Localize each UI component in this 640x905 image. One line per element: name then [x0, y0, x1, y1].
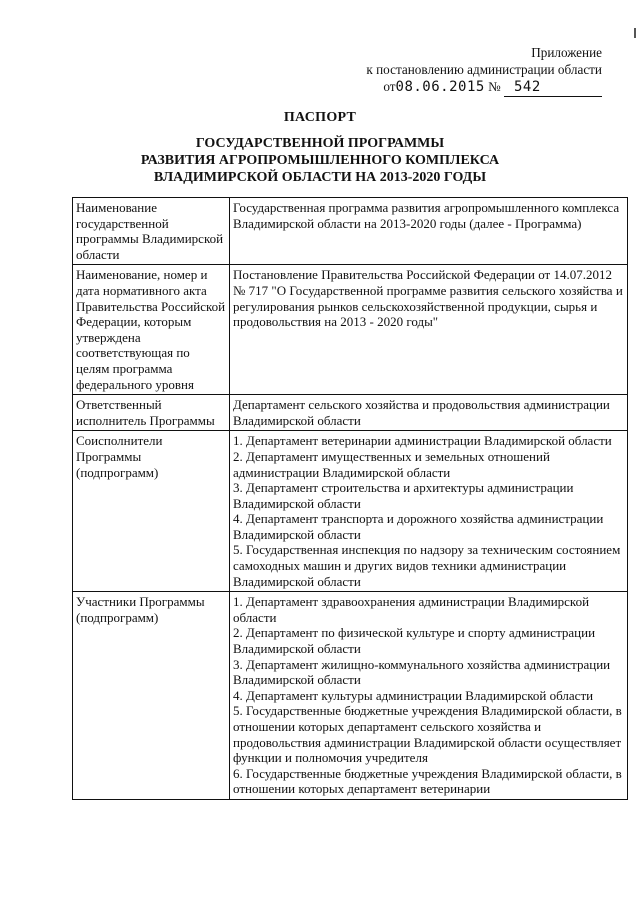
row-label: Наименование государственной программы Владимирской области — [73, 198, 230, 265]
ref-no-label: № — [488, 79, 501, 94]
heading-line-2: РАЗВИТИЯ АГРОПРОМЫШЛЕННОГО КОМПЛЕКСА — [140, 153, 500, 168]
decree-reference — [366, 78, 602, 97]
table-row — [73, 265, 628, 395]
content-paragraph: 4. Департамент культуры администрации Владимирской области — [233, 687, 594, 703]
heading-line-3: ВЛАДИМИРСКОЙ ОБЛАСТИ НА 2013-2020 ГОДЫ — [153, 170, 487, 185]
content-paragraph: Департамент сельского хозяйства и продовольствия администрации Владимирской области — [233, 397, 610, 428]
appendix-block — [366, 44, 602, 97]
row-content — [230, 265, 628, 395]
row-label: Участники Программы (подпрограмм) — [73, 592, 230, 800]
appendix-to: к постановлению администрации области — [366, 62, 602, 77]
content-paragraph: 3. Департамент жилищно-коммунального хозяйства администрации Владимирской области — [233, 656, 611, 688]
passport-table — [72, 197, 628, 800]
ref-number: 542 — [504, 79, 602, 97]
program-heading — [0, 135, 640, 186]
scan-edge-mark — [634, 28, 636, 38]
row-label: Ответственный исполнитель Программы — [73, 395, 230, 431]
table-row — [73, 431, 628, 592]
content-paragraph: 4. Департамент транспорта и дорожного хозяйства администрации Владимирской области — [233, 511, 604, 542]
table-row — [73, 395, 628, 431]
heading-line-1: ГОСУДАРСТВЕННОЙ ПРОГРАММЫ — [195, 136, 445, 151]
appendix-title: Приложение — [531, 45, 602, 60]
row-label: Соисполнители Программы (подпрограмм) — [73, 431, 230, 592]
passport-title: ПАСПОРТ — [283, 110, 357, 125]
content-paragraph: Постановление Правительства Российской Федерации от 14.07.2012 № 717 "О Государственной программе развития сельского хозяйства и регулирования рынков сельскохозяйственной продукции, сырья и продовольствия на 2013 - 2020 годы" — [233, 267, 623, 330]
content-paragraph: 2. Департамент по физической культуре и спорту администрации Владимирской области — [233, 625, 596, 657]
content-paragraph: 5. Государственные бюджетные учреждения Владимирской области, в отношении которых департамент сельского хозяйства и продовольствия администрации Владимирской области осуществляет функции и полномочия учредителя — [233, 703, 622, 766]
table-row — [73, 592, 628, 800]
content-paragraph: 2. Департамент имущественных и земельных отношений администрации Владимирской области — [233, 448, 550, 480]
content-paragraph: 6. Государственные бюджетные учреждения Владимирской области, в отношении которых департамент ветеринарии — [233, 765, 622, 797]
ref-prefix: от — [383, 79, 396, 94]
content-paragraph: 3. Департамент строительства и архитектуры администрации Владимирской области — [233, 480, 574, 511]
ref-date: 08.06.2015 — [395, 79, 485, 95]
content-paragraph: 5. Государственная инспекция по надзору за техническим состоянием самоходных машин и других видов техники администрации Владимирской области — [233, 542, 621, 589]
content-paragraph: 1. Департамент ветеринарии администрации Владимирской области — [233, 433, 612, 449]
table-row — [73, 198, 628, 265]
row-content — [230, 592, 628, 800]
row-content — [230, 395, 628, 431]
content-paragraph: Государственная программа развития агропромышленного комплекса Владимирской области на 2013-2020 годы (далее - Программа) — [233, 200, 620, 231]
row-content — [230, 198, 628, 265]
row-content — [230, 431, 628, 592]
row-label: Наименование, номер и дата нормативного акта Правительства Российской Федерации, которым утверждена соответствующая по целям программа федерального уровня — [73, 265, 230, 395]
content-paragraph: 1. Департамент здравоохранения администрации Владимирской области — [233, 594, 590, 625]
